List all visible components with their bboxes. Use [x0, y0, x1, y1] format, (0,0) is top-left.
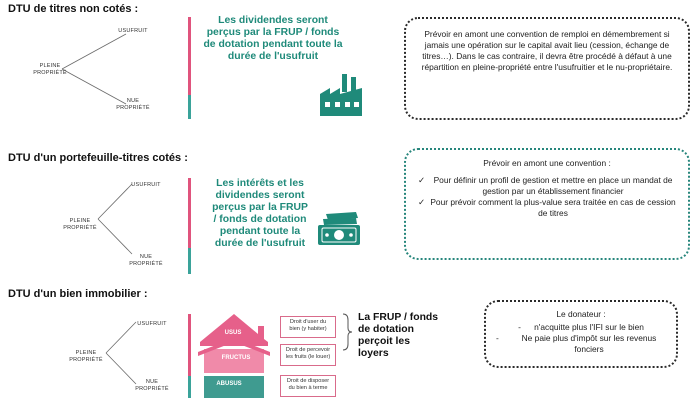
note-item-text: n'acquitte plus l'IFI sur le bien [534, 322, 644, 333]
note-item-text: Pour définir un profil de gestion et mettre en place un mandat de gestion par un établissement financier [433, 175, 673, 197]
statement-dividendes: Les dividendes seront perçus par la FRUP / fonds de dotation pendant toute la durée de l'usufruit [203, 15, 343, 63]
note-item [418, 175, 676, 197]
tree-top-label: USUFRUIT [118, 28, 148, 34]
tree-root-label: PLEINE PROPRIÉTÉ [69, 350, 103, 363]
tree-top-label: USUFRUIT [137, 321, 167, 327]
note-item [496, 322, 666, 333]
note-text: Prévoir en amont une convention de remploi en démembrement si jamais une opération sur le capital avait lieu (cession, échange de titres…). Dans le cas contraire, il devra être procédé à défaut à une répartition en pleine-propriété entre l'usufruitier et le nu-propriétaire. [421, 29, 673, 73]
note-item [496, 333, 666, 355]
check-icon: ✓ [418, 197, 426, 208]
note-box-donateur [484, 300, 678, 368]
house-usus-label: USUS [224, 330, 242, 336]
note-title: Prévoir en amont une convention : [483, 158, 611, 168]
banknote-icon [316, 208, 362, 248]
section-title-bien-immobilier: DTU d'un bien immobilier : [8, 288, 148, 300]
note-title: Le donateur : [556, 309, 606, 319]
section-title-titres-non-cotes: DTU de titres non cotés : [8, 3, 139, 15]
tree-bottom-label: NUE PROPRIÉTÉ [135, 379, 169, 392]
note-item-text: Pour prévoir comment la plus-value sera traitée en cas de cession de titres [430, 197, 676, 219]
demembrement-tree-2 [96, 180, 136, 258]
dash-icon: - [518, 322, 521, 333]
note-box-convention [404, 148, 690, 260]
nue-propriete-bar [188, 248, 191, 274]
right-fructus-box: Droit de percevoir les fruits (le louer) [280, 344, 336, 366]
note-item-text: Ne paie plus d'impôt sur les revenus fonciers [521, 333, 657, 355]
check-icon: ✓ [418, 175, 426, 186]
tree-top-label: USUFRUIT [131, 182, 161, 188]
dash-icon: - [496, 333, 499, 344]
factory-icon [318, 72, 364, 118]
usufruit-bar [188, 178, 191, 248]
right-abusus-box: Droit de disposer du bien à terme [280, 375, 336, 397]
tree-root-label: PLEINE PROPRIÉTÉ [63, 218, 97, 231]
section-title-portefeuille-titres: DTU d'un portefeuille-titres cotés : [8, 152, 188, 164]
note-box-convention-remploi [404, 17, 690, 120]
demembrement-tree-3 [104, 318, 140, 388]
tree-bottom-label: NUE PROPRIÉTÉ [116, 98, 150, 111]
house-fructus-label: FRUCTUS [221, 355, 251, 361]
tree-root-label: PLEINE PROPRIÉTÉ [33, 63, 67, 76]
note-item [418, 197, 676, 219]
tree-bottom-label: NUE PROPRIÉTÉ [129, 254, 163, 267]
nue-propriete-bar [188, 376, 191, 398]
statement-loyers: La FRUP / fonds de dotation perçoit les loyers [358, 312, 439, 360]
nue-propriete-bar [188, 95, 191, 119]
usufruit-bar [188, 17, 191, 95]
right-usus-box: Droit d'user du bien (y habiter) [280, 316, 336, 338]
bracket [340, 312, 354, 352]
house-abusus-label: ABUSUS [216, 381, 242, 387]
statement-interets-dividendes: Les intérêts et les dividendes seront perçus par la FRUP / fonds de dotation pendant toute la durée de l'usufruit [212, 178, 308, 250]
usufruit-bar [188, 314, 191, 376]
